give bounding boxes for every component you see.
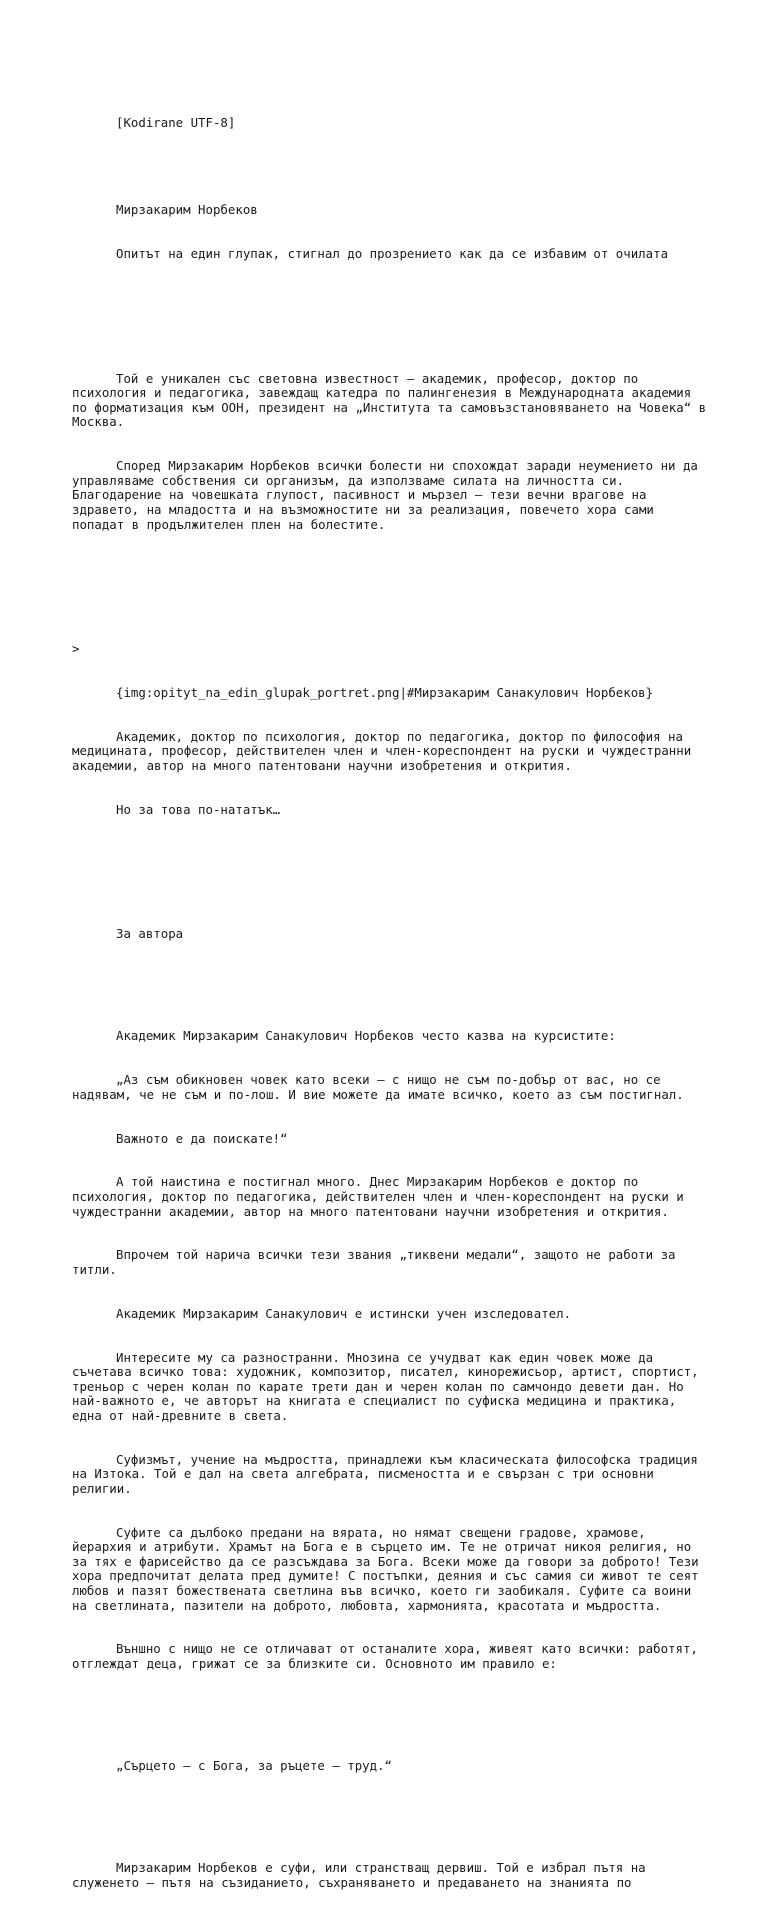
section-paragraph: Академик Мирзакарим Санакулович е истински учен изследовател. xyxy=(116,1305,572,1321)
book-title: Опитът на един глупак, стигнал до прозрението как да се избавим от очилата xyxy=(116,246,669,262)
section-paragraph: Важното е да поискате!“ xyxy=(116,1130,288,1146)
closing-paragraph: Мирзакарим Норбеков е суфи, или странстващ дервиш. Той е избрал пътя на служенето — пътя на съзиданието, съхраняването и предаването на знанията по xyxy=(72,1860,654,1890)
spacer xyxy=(72,561,712,598)
encoding-line: [Kodirane UTF-8] xyxy=(116,114,236,130)
continuation-text: Но за това по-нататък… xyxy=(116,801,281,817)
section-paragraph: Впрочем той нарича всички тези звания „тиквени медали“, защото не работи за титли. xyxy=(72,1247,683,1277)
quote-marker: > xyxy=(72,641,80,657)
spacer xyxy=(72,971,712,986)
section-paragraph: Академик Мирзакарим Санакулович Норбеков често казва на курсистите: xyxy=(116,1028,616,1044)
section-paragraph: Суфизмът, учение на мъдростта, принадлежи към класическата философска традиция на Изтока. Той е дал на света алгебрата, писмеността и е свързан с три основни религии. xyxy=(72,1451,706,1496)
section-paragraph: Интересите му са разностранни. Мнозина се учудват как един човек може да съчетава всичко това: художник, композитор, писател, кинорежисьор, артист, спортист, треньор с черен колан по карате трети дан и черен колан по самчондо девети дан. Но най-важното е, че авторът на книгата е специалист по суфиска медицина и практика, една от най-древните в света. xyxy=(72,1349,707,1423)
spacer xyxy=(72,291,712,328)
section-paragraph: Външно с нищо не се отличават от останалите хора, живеят като всички: работят, отглеждат деца, грижат се за близките си. Основното им правило е: xyxy=(72,1641,706,1671)
image-caption: Академик, доктор по психология, доктор по педагогика, доктор по философия на медицината, професор, действителен член и член-кореспондент на руски и чуждестранни академии, автор на много патентовани научни изобретения и открития. xyxy=(72,728,699,773)
intro-paragraph: Според Мирзакарим Норбеков всички болести ни спохождат заради неумението ни да управляваме собствения си организъм, да използваме силата на личността си. Благодарение на човешката глупост, пасивност и мързел — тези вечни врагове на здравето, на младостта и на възможностите ни за реализация, повечето хора сами попадат в продължителен плен на болестите. xyxy=(72,458,706,532)
section-paragraph: „Аз съм обикновен човек като всеки — с нищо не съм по-добър от вас, но се надявам, че не съм и по-лош. И вие можете да имате всичко, което аз съм постигнал. xyxy=(72,1072,684,1102)
section-paragraph: А той наистина е постигнал много. Днес Мирзакарим Норбеков е доктор по психология, доктор по педагогика, действителен член и член-кореспондент на руски и чуждестранни академии, автор на много патентовани научни изобретения и открития. xyxy=(72,1174,692,1219)
spacer xyxy=(72,1803,712,1818)
intro-paragraph: Той е уникален със световна известност — академик, професор, доктор по психология и педагогика, завеждащ катедра по палингенезия в Международната академия по форматизация към ООН, президент на „Института та самовъзстановяването на Човека“ в Москва. xyxy=(72,370,714,430)
spacer xyxy=(72,160,712,175)
document-page xyxy=(72,72,712,1920)
section-paragraph: Суфите са дълбоко предани на вярата, но нямат свещени градове, храмове, йерархия и атрибути. Храмът на Бога е в сърцето им. Те не отричат никоя религия, но за тях е фарисейство да се разсъждава за Бога. Всеки може да говори за доброто! Тези хора предпочитат делата пред думите! С постъпки, деяния и със самия си живот те сеят любов и пазят божествената светлина във всичко, което ги заобикаля. Суфите са воини на светлината, пазители на доброто, любовта, хармонията, красотата и мъдростта. xyxy=(72,1524,707,1613)
motto-line: „Сърцето — с Бога, за ръцете — труд.“ xyxy=(116,1758,393,1774)
section-heading: За автора xyxy=(116,926,184,942)
spacer xyxy=(72,847,712,884)
author-name: Мирзакарим Норбеков xyxy=(116,202,258,218)
image-reference: {img:opityt_na_edin_glupak_portret.png|#Мирзакарим Санакулович Норбеков} xyxy=(116,684,654,700)
spacer xyxy=(72,1701,712,1716)
